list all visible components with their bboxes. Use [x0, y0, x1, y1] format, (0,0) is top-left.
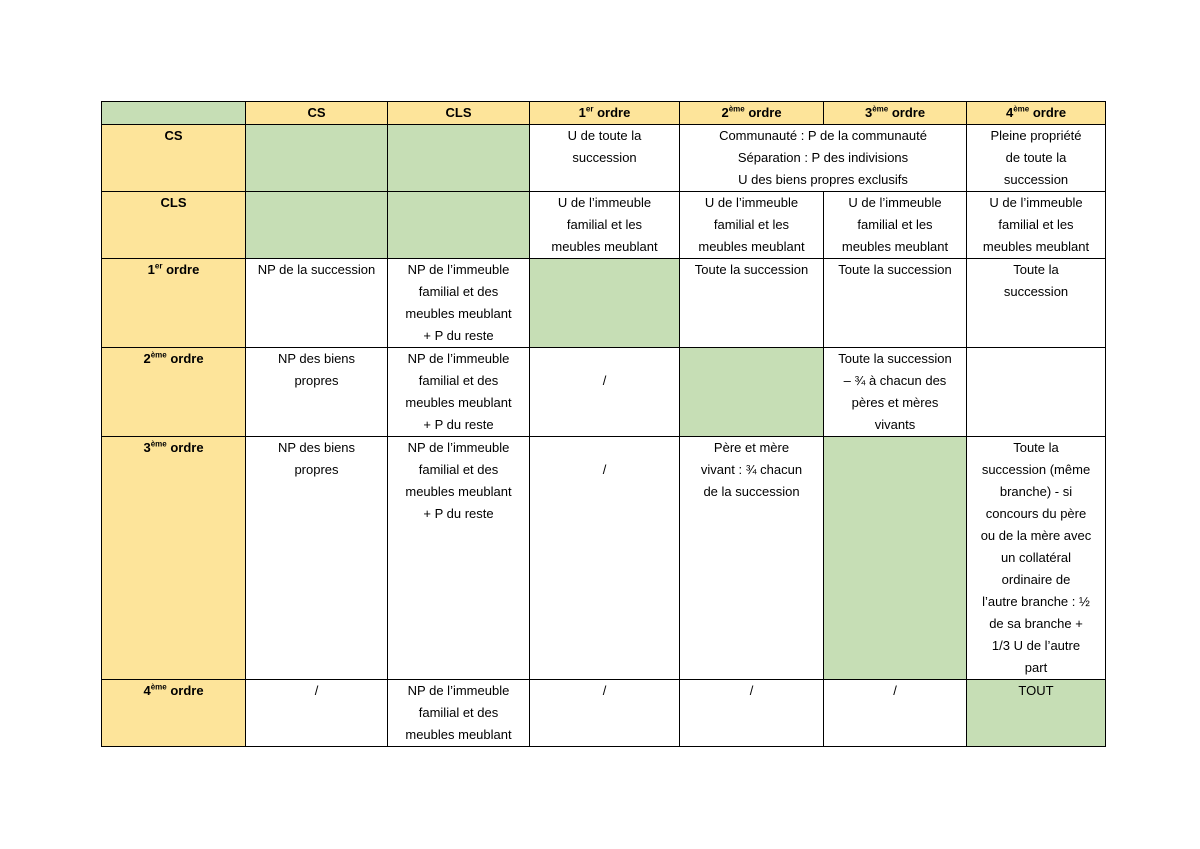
cell-r2-cs: NP des biens propres	[246, 348, 388, 437]
cell-r4-cls: NP de l’immeuble familial et des meubles meublant	[388, 680, 530, 747]
cell-r1-cls: NP de l’immeuble familial et des meubles meublant + P du reste	[388, 259, 530, 348]
row-ordre-3	[102, 437, 1106, 680]
cell-cs-ordre-1: U de toute la succession	[530, 125, 680, 192]
cell-cs-ordre-4: Pleine propriété de toute la succession	[967, 125, 1106, 192]
cell-r3-ordre-4: Toute la succession (même branche) - si concours du père ou de la mère avec un collatéral ordinaire de l’autre branche : ½ de sa branche + 1/3 U de l’autre part	[967, 437, 1106, 680]
cell-r1-ordre-2: Toute la succession	[680, 259, 824, 348]
cell-r3-cs: NP des biens propres	[246, 437, 388, 680]
cell-r2-ordre-4	[967, 348, 1106, 437]
row-label-ordre-3: 3ème ordre	[102, 437, 246, 680]
header-cs: CS	[246, 102, 388, 125]
cell-r4-ordre-4: TOUT	[967, 680, 1106, 747]
cell-r2-ordre-1: /	[530, 348, 680, 437]
cell-r4-ordre-2: /	[680, 680, 824, 747]
row-cls	[102, 192, 1106, 259]
cell-r4-ordre-3: /	[824, 680, 967, 747]
header-ordre-4: 4ème ordre	[967, 102, 1106, 125]
cell-cls-ordre-2: U de l’immeuble familial et les meubles meublant	[680, 192, 824, 259]
cell-r3-ordre-1: /	[530, 437, 680, 680]
row-label-ordre-2: 2ème ordre	[102, 348, 246, 437]
cell-cls-ordre-3: U de l’immeuble familial et les meubles meublant	[824, 192, 967, 259]
cell-empty	[388, 192, 530, 259]
header-row	[102, 102, 1106, 125]
row-cs	[102, 125, 1106, 192]
row-label-cs: CS	[102, 125, 246, 192]
succession-table	[101, 101, 1106, 747]
cell-r2-cls: NP de l’immeuble familial et des meubles meublant + P du reste	[388, 348, 530, 437]
cell-cls-ordre-1: U de l’immeuble familial et les meubles meublant	[530, 192, 680, 259]
cell-r2-ordre-3: Toute la succession – ¾ à chacun des pères et mères vivants	[824, 348, 967, 437]
cell-r3-cls: NP de l’immeuble familial et des meubles meublant + P du reste	[388, 437, 530, 680]
cell-empty	[530, 259, 680, 348]
cell-r1-ordre-3: Toute la succession	[824, 259, 967, 348]
cell-empty	[246, 192, 388, 259]
header-cls: CLS	[388, 102, 530, 125]
cell-empty	[388, 125, 530, 192]
cell-cs-ordre-2-3: Communauté : P de la communauté Séparation : P des indivisions U des biens propres exclusifs	[680, 125, 967, 192]
cell-r3-ordre-2: Père et mère vivant : ¾ chacun de la succession	[680, 437, 824, 680]
cell-r1-cs: NP de la succession	[246, 259, 388, 348]
row-ordre-2	[102, 348, 1106, 437]
header-ordre-2: 2ème ordre	[680, 102, 824, 125]
header-ordre-3: 3ème ordre	[824, 102, 967, 125]
header-ordre-1: 1er ordre	[530, 102, 680, 125]
corner-cell	[102, 102, 246, 125]
row-ordre-4	[102, 680, 1106, 747]
cell-r4-ordre-1: /	[530, 680, 680, 747]
cell-r1-ordre-4: Toute la succession	[967, 259, 1106, 348]
row-label-ordre-1: 1er ordre	[102, 259, 246, 348]
cell-r4-cs: /	[246, 680, 388, 747]
cell-empty	[680, 348, 824, 437]
cell-empty	[246, 125, 388, 192]
cell-empty	[824, 437, 967, 680]
row-label-ordre-4: 4ème ordre	[102, 680, 246, 747]
cell-cls-ordre-4: U de l’immeuble familial et les meubles meublant	[967, 192, 1106, 259]
row-ordre-1	[102, 259, 1106, 348]
row-label-cls: CLS	[102, 192, 246, 259]
